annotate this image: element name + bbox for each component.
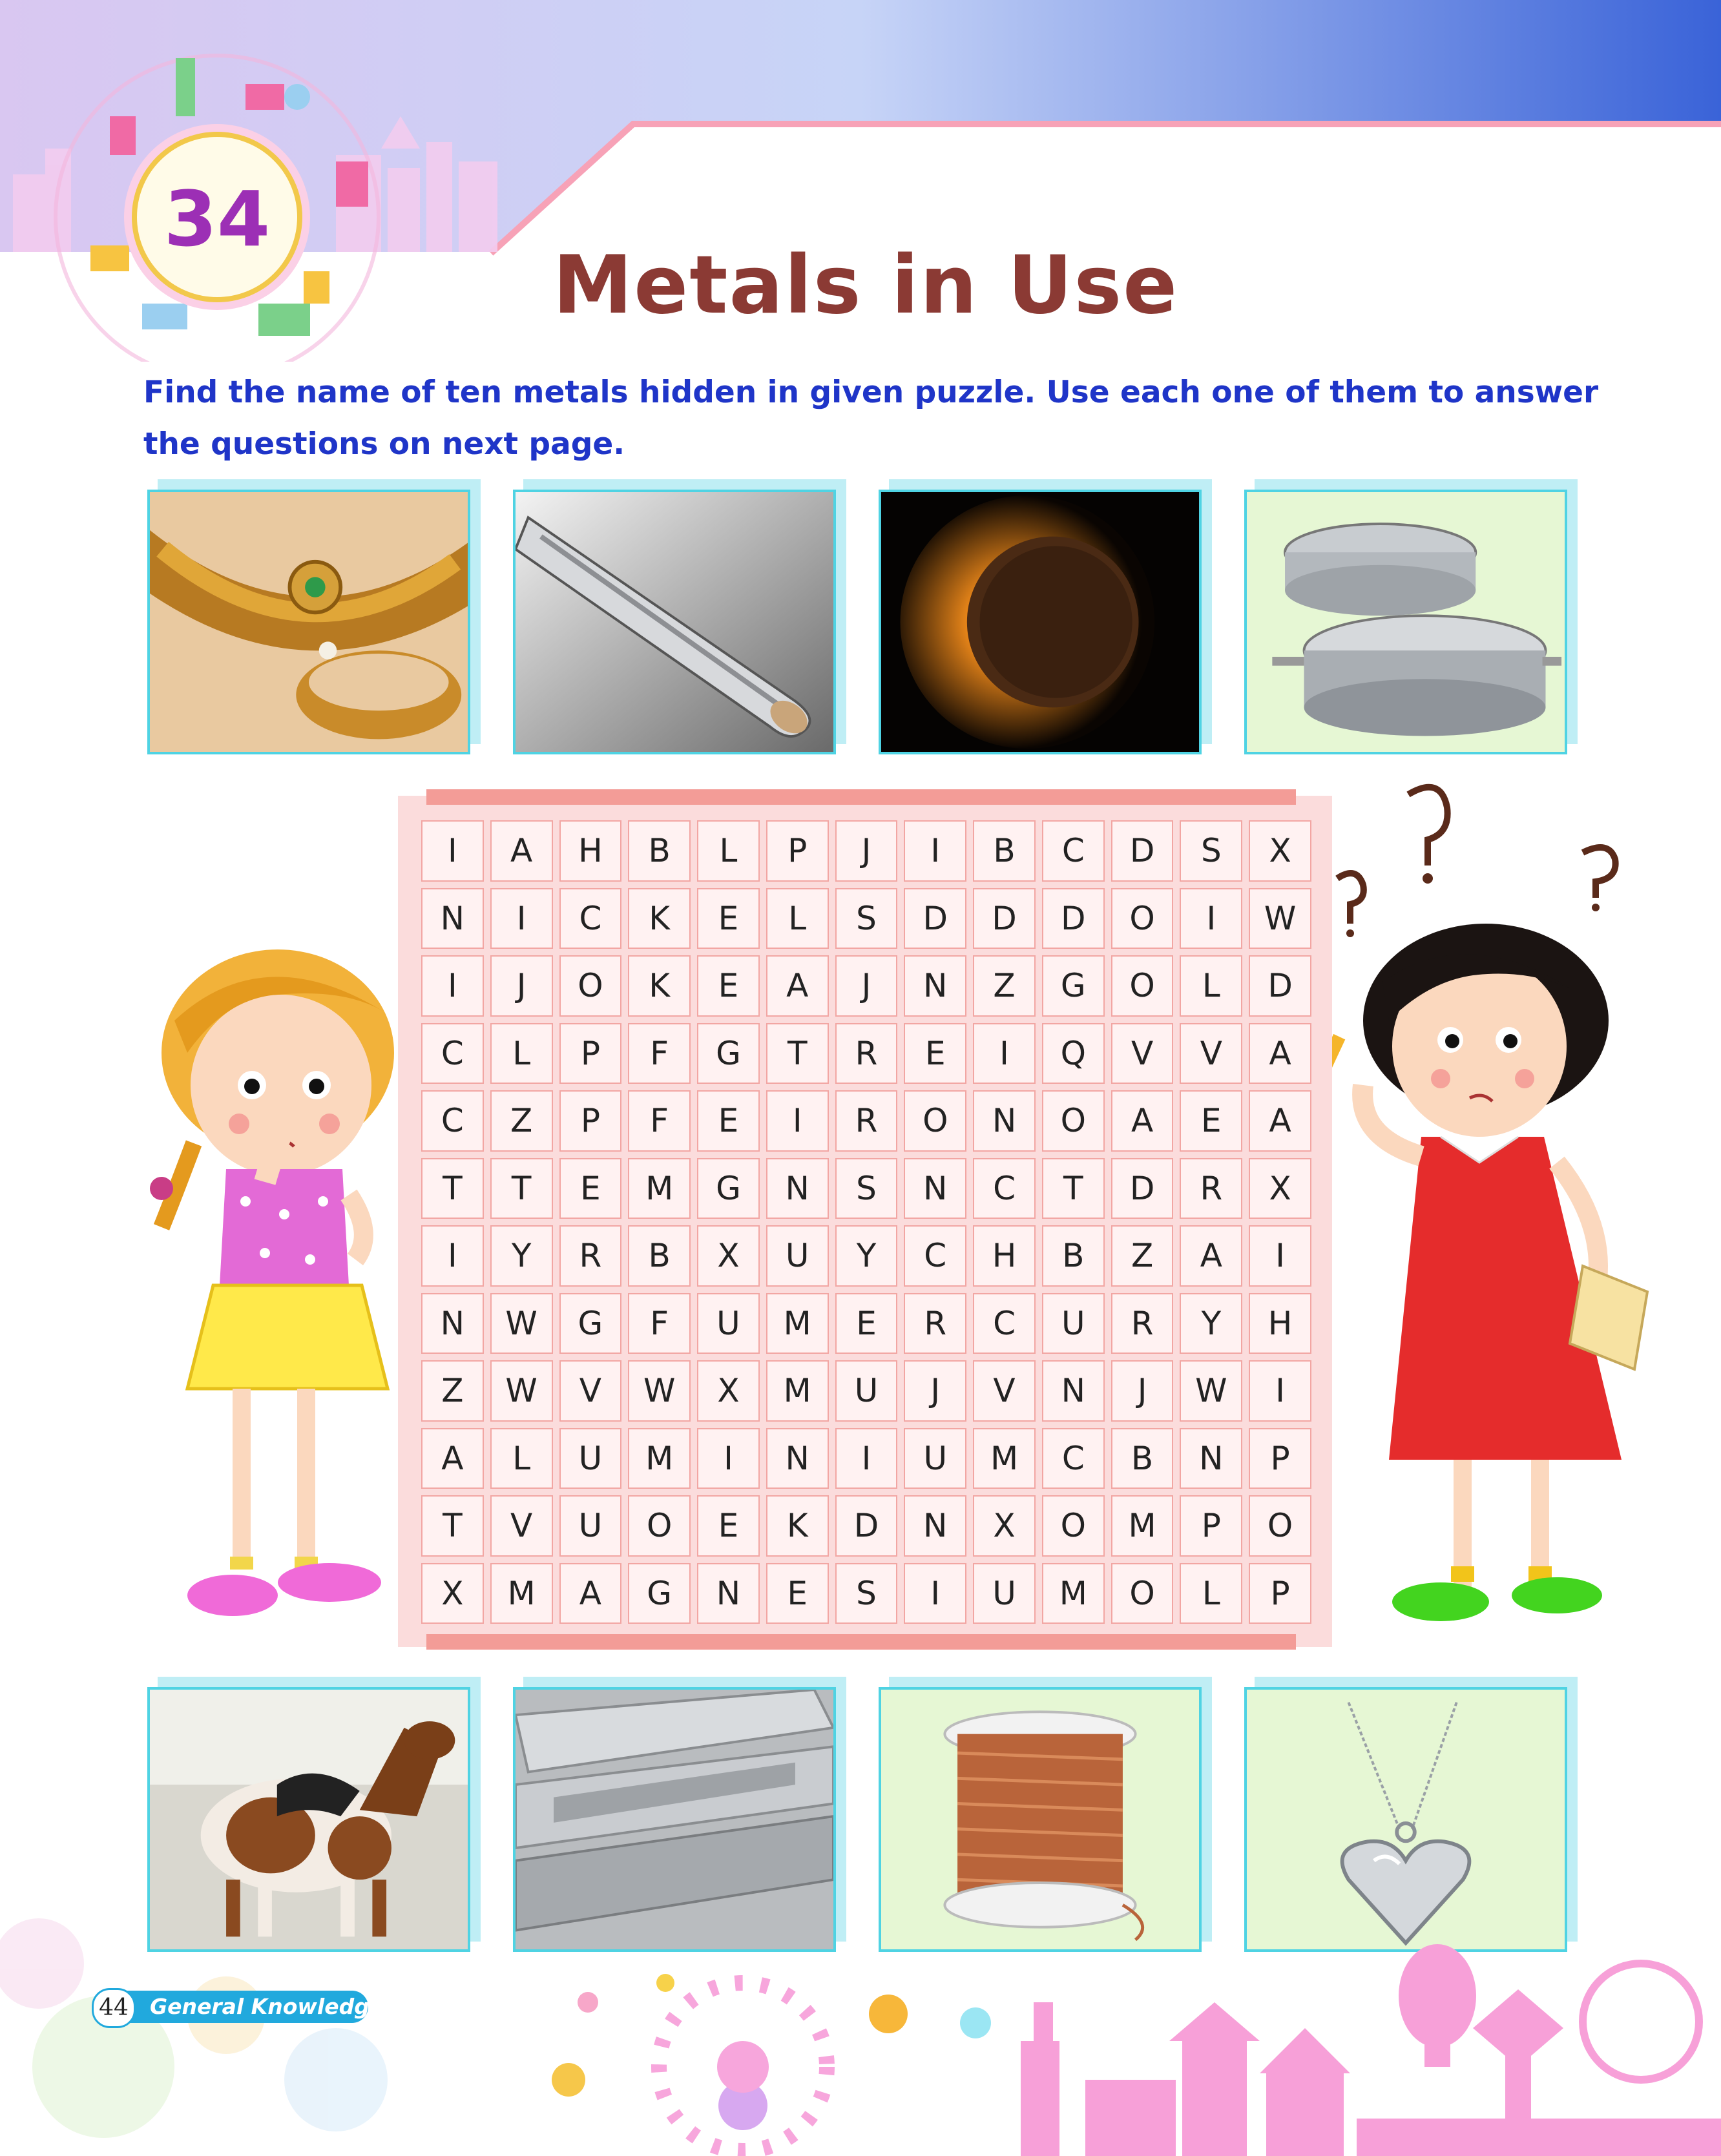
puzzle-cell[interactable]: X	[697, 1360, 760, 1422]
puzzle-cell[interactable]: K	[628, 888, 691, 949]
puzzle-cell[interactable]: I	[1249, 1360, 1311, 1422]
puzzle-cell[interactable]: B	[628, 1225, 691, 1287]
puzzle-cell[interactable]: E	[766, 1563, 829, 1624]
puzzle-cell[interactable]: G	[628, 1563, 691, 1624]
puzzle-cell[interactable]: A	[421, 1428, 484, 1489]
puzzle-cell[interactable]: L	[697, 820, 760, 882]
puzzle-cell[interactable]: R	[904, 1293, 966, 1354]
puzzle-cell[interactable]: C	[904, 1225, 966, 1287]
puzzle-cell[interactable]: S	[835, 888, 898, 949]
board-bottom-bar	[426, 1634, 1296, 1650]
thinking-girl-left-illustration	[136, 924, 433, 1647]
puzzle-cell[interactable]: N	[766, 1428, 829, 1489]
puzzle-cell[interactable]: D	[1042, 888, 1105, 949]
puzzle-cell[interactable]: O	[1042, 1090, 1105, 1152]
puzzle-cell[interactable]: A	[1249, 1090, 1311, 1152]
puzzle-cell[interactable]: P	[1249, 1563, 1311, 1624]
puzzle-cell[interactable]: D	[835, 1495, 898, 1557]
puzzle-cell[interactable]: T	[490, 1158, 553, 1219]
puzzle-cell[interactable]: U	[697, 1293, 760, 1354]
puzzle-cell[interactable]: C	[1042, 820, 1105, 882]
puzzle-cell[interactable]: P	[559, 1090, 622, 1152]
puzzle-cell[interactable]: L	[766, 888, 829, 949]
puzzle-cell[interactable]: J	[835, 955, 898, 1017]
puzzle-cell[interactable]: M	[628, 1158, 691, 1219]
puzzle-cell[interactable]: M	[766, 1360, 829, 1422]
puzzle-cell[interactable]: N	[904, 1495, 966, 1557]
puzzle-cell[interactable]: I	[766, 1090, 829, 1152]
puzzle-cell[interactable]: R	[1111, 1293, 1174, 1354]
puzzle-cell[interactable]: X	[973, 1495, 1036, 1557]
puzzle-cell[interactable]: Z	[490, 1090, 553, 1152]
puzzle-cell[interactable]: K	[766, 1495, 829, 1557]
gold-jewellery-photo	[147, 490, 470, 754]
puzzle-cell[interactable]: M	[490, 1563, 553, 1624]
puzzle-cell[interactable]: C	[559, 888, 622, 949]
puzzle-cell[interactable]: B	[1111, 1428, 1174, 1489]
puzzle-cell[interactable]: A	[1111, 1090, 1174, 1152]
puzzle-cell[interactable]: L	[1180, 1563, 1242, 1624]
steel-lunchbox-photo	[1244, 490, 1567, 754]
puzzle-cell[interactable]: Y	[1180, 1293, 1242, 1354]
puzzle-cell[interactable]: K	[628, 955, 691, 1017]
puzzle-cell[interactable]: U	[904, 1428, 966, 1489]
puzzle-cell[interactable]: O	[628, 1495, 691, 1557]
puzzle-cell[interactable]: W	[628, 1360, 691, 1422]
puzzle-cell[interactable]: O	[904, 1090, 966, 1152]
footer-book-title: General Knowledge-6	[150, 1994, 408, 2019]
puzzle-cell[interactable]: F	[628, 1090, 691, 1152]
puzzle-cell[interactable]: O	[1249, 1495, 1311, 1557]
puzzle-cell[interactable]: D	[1249, 955, 1311, 1017]
puzzle-cell[interactable]: J	[904, 1360, 966, 1422]
puzzle-cell[interactable]: U	[1042, 1293, 1105, 1354]
puzzle-cell[interactable]: B	[973, 820, 1036, 882]
puzzle-cell[interactable]: C	[1042, 1428, 1105, 1489]
puzzle-cell[interactable]: N	[697, 1563, 760, 1624]
thinking-girl-right-illustration	[1311, 775, 1673, 1641]
page-title: Metals in Use	[552, 239, 1179, 332]
puzzle-cell[interactable]: N	[766, 1158, 829, 1219]
puzzle-cell[interactable]: T	[766, 1023, 829, 1084]
puzzle-cell[interactable]: N	[904, 1158, 966, 1219]
puzzle-cell[interactable]: C	[973, 1158, 1036, 1219]
puzzle-cell[interactable]: I	[973, 1023, 1036, 1084]
puzzle-cell[interactable]: I	[421, 1225, 484, 1287]
puzzle-cell[interactable]: V	[1111, 1023, 1174, 1084]
puzzle-cell[interactable]: X	[421, 1563, 484, 1624]
puzzle-cell[interactable]: N	[973, 1090, 1036, 1152]
puzzle-cell[interactable]: N	[1042, 1360, 1105, 1422]
puzzle-cell[interactable]: E	[697, 955, 760, 1017]
puzzle-cell[interactable]: G	[1042, 955, 1105, 1017]
puzzle-cell[interactable]: G	[559, 1293, 622, 1354]
puzzle-cell[interactable]: T	[421, 1158, 484, 1219]
puzzle-cell[interactable]: P	[1249, 1428, 1311, 1489]
puzzle-cell[interactable]: B	[1042, 1225, 1105, 1287]
puzzle-cell[interactable]: I	[421, 820, 484, 882]
puzzle-cell[interactable]: M	[973, 1428, 1036, 1489]
puzzle-cell[interactable]: R	[1180, 1158, 1242, 1219]
puzzle-cell[interactable]: R	[559, 1225, 622, 1287]
puzzle-cell[interactable]: E	[697, 1090, 760, 1152]
puzzle-cell[interactable]: O	[559, 955, 622, 1017]
puzzle-cell[interactable]: D	[1111, 1158, 1174, 1219]
puzzle-cell[interactable]: O	[1111, 1563, 1174, 1624]
puzzle-cell[interactable]: V	[973, 1360, 1036, 1422]
puzzle-cell[interactable]: I	[904, 1563, 966, 1624]
puzzle-cell[interactable]: F	[628, 1293, 691, 1354]
puzzle-cell[interactable]: N	[904, 955, 966, 1017]
puzzle-cell[interactable]: M	[1111, 1495, 1174, 1557]
board-top-bar	[426, 789, 1296, 805]
puzzle-cell[interactable]: W	[490, 1293, 553, 1354]
puzzle-cell[interactable]: A	[490, 820, 553, 882]
puzzle-cell[interactable]: C	[421, 1090, 484, 1152]
puzzle-cell[interactable]: M	[766, 1293, 829, 1354]
puzzle-cell[interactable]: Y	[490, 1225, 553, 1287]
puzzle-cell[interactable]: L	[1180, 955, 1242, 1017]
puzzle-cell[interactable]: E	[904, 1023, 966, 1084]
puzzle-cell[interactable]: N	[421, 888, 484, 949]
puzzle-cell[interactable]: T	[1042, 1158, 1105, 1219]
puzzle-cell[interactable]: W	[1249, 888, 1311, 949]
puzzle-cell[interactable]: J	[1111, 1360, 1174, 1422]
puzzle-cell[interactable]: H	[1249, 1293, 1311, 1354]
puzzle-cell[interactable]: I	[421, 955, 484, 1017]
puzzle-cell[interactable]: F	[628, 1023, 691, 1084]
puzzle-cell[interactable]: V	[1180, 1023, 1242, 1084]
puzzle-cell[interactable]: D	[973, 888, 1036, 949]
puzzle-cell[interactable]: E	[835, 1293, 898, 1354]
mercury-thermometer-photo	[513, 490, 836, 754]
puzzle-cell[interactable]: A	[766, 955, 829, 1017]
puzzle-cell[interactable]: E	[697, 888, 760, 949]
instructions-text: Find the name of ten metals hidden in given puzzle. Use each one of them to answer the questions on next page.	[143, 375, 1599, 462]
puzzle-cell[interactable]: U	[559, 1495, 622, 1557]
puzzle-cell[interactable]: T	[421, 1495, 484, 1557]
puzzle-cell[interactable]: M	[628, 1428, 691, 1489]
puzzle-cell[interactable]: S	[835, 1158, 898, 1219]
puzzle-cell[interactable]: U	[766, 1225, 829, 1287]
puzzle-cell[interactable]: I	[1249, 1225, 1311, 1287]
puzzle-cell[interactable]: S	[1180, 820, 1242, 882]
puzzle-cell[interactable]: N	[421, 1293, 484, 1354]
puzzle-cell[interactable]: A	[559, 1563, 622, 1624]
word-search-grid[interactable]	[421, 820, 1311, 1624]
puzzle-cell[interactable]: S	[835, 1563, 898, 1624]
puzzle-cell[interactable]: Z	[1111, 1225, 1174, 1287]
puzzle-cell[interactable]: X	[1249, 1158, 1311, 1219]
puzzle-cell[interactable]: A	[1249, 1023, 1311, 1084]
puzzle-cell[interactable]: H	[973, 1225, 1036, 1287]
puzzle-cell[interactable]: L	[490, 1428, 553, 1489]
puzzle-cell[interactable]: G	[697, 1158, 760, 1219]
puzzle-cell[interactable]: J	[835, 820, 898, 882]
puzzle-cell[interactable]: W	[490, 1360, 553, 1422]
puzzle-cell[interactable]: A	[1180, 1225, 1242, 1287]
puzzle-cell[interactable]: P	[1180, 1495, 1242, 1557]
puzzle-cell[interactable]: U	[973, 1563, 1036, 1624]
puzzle-cell[interactable]: G	[697, 1023, 760, 1084]
puzzle-cell[interactable]: Q	[1042, 1023, 1105, 1084]
puzzle-cell[interactable]: P	[559, 1023, 622, 1084]
puzzle-cell[interactable]: E	[559, 1158, 622, 1219]
puzzle-cell[interactable]: V	[490, 1495, 553, 1557]
puzzle-cell[interactable]: I	[1180, 888, 1242, 949]
puzzle-cell[interactable]: H	[559, 820, 622, 882]
puzzle-cell[interactable]: Y	[835, 1225, 898, 1287]
chapter-number: 34	[163, 174, 271, 264]
puzzle-cell[interactable]: E	[697, 1495, 760, 1557]
puzzle-cell[interactable]: W	[1180, 1360, 1242, 1422]
puzzle-cell[interactable]: X	[697, 1225, 760, 1287]
puzzle-cell[interactable]: I	[904, 820, 966, 882]
puzzle-cell[interactable]: D	[904, 888, 966, 949]
solar-eclipse-photo	[879, 490, 1202, 754]
puzzle-cell[interactable]: I	[490, 888, 553, 949]
puzzle-cell[interactable]: V	[559, 1360, 622, 1422]
puzzle-cell[interactable]: I	[835, 1428, 898, 1489]
puzzle-cell[interactable]: P	[766, 820, 829, 882]
puzzle-cell[interactable]: I	[697, 1428, 760, 1489]
puzzle-cell[interactable]: R	[835, 1090, 898, 1152]
puzzle-cell[interactable]: B	[628, 820, 691, 882]
puzzle-cell[interactable]: C	[421, 1023, 484, 1084]
puzzle-cell[interactable]: U	[559, 1428, 622, 1489]
puzzle-cell[interactable]: N	[1180, 1428, 1242, 1489]
puzzle-cell[interactable]: X	[1249, 820, 1311, 882]
puzzle-cell[interactable]: Z	[973, 955, 1036, 1017]
puzzle-cell[interactable]: R	[835, 1023, 898, 1084]
puzzle-cell[interactable]: J	[490, 955, 553, 1017]
puzzle-cell[interactable]: D	[1111, 820, 1174, 882]
puzzle-cell[interactable]: M	[1042, 1563, 1105, 1624]
puzzle-cell[interactable]: O	[1042, 1495, 1105, 1557]
puzzle-cell[interactable]: O	[1111, 955, 1174, 1017]
page-number: 44	[92, 1988, 136, 2028]
puzzle-cell[interactable]: Z	[421, 1360, 484, 1422]
puzzle-cell[interactable]: O	[1111, 888, 1174, 949]
puzzle-cell[interactable]: E	[1180, 1090, 1242, 1152]
puzzle-cell[interactable]: C	[973, 1293, 1036, 1354]
puzzle-cell[interactable]: U	[835, 1360, 898, 1422]
puzzle-cell[interactable]: L	[490, 1023, 553, 1084]
